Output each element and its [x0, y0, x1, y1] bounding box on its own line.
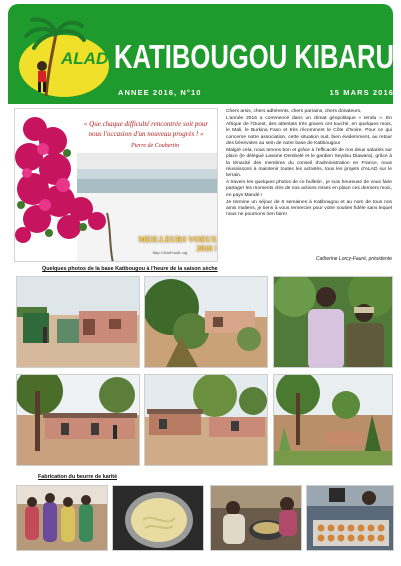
edition-label: ANNEE 2016, N°10	[118, 88, 202, 97]
two-men-portrait-photo	[273, 276, 393, 368]
card-url: http://alad-mali.org	[152, 250, 188, 255]
card-wishes: MEILLEURS VOEUX 2016 !	[138, 235, 217, 253]
editorial-paragraph: A travers les quelques photos de ce bulletin , je suis heureuse de vous faire partager les moments clés de nos actions mises en place ces derniers mois, en pays Mandé !	[226, 180, 392, 198]
base-houses-courtyard-photo	[144, 374, 268, 466]
alad-logo	[18, 16, 110, 102]
editorial-paragraph: Je termine un séjour de 6 semaines à Katibougou et au nom de tous nos amis maliens, je tiens à vous remercier pour votre soutien fidèle sans lequel nous ne pourrions rien faire!	[226, 199, 392, 218]
shea-butter-molds-photo	[306, 485, 394, 551]
base-gate-photo	[16, 276, 140, 368]
base-long-building-photo	[16, 374, 140, 466]
editorial-signature: Catherine Lorcy-Fauré, présidente	[315, 256, 392, 262]
base-photos-caption: Quelques photos de la base Katibougou à l'heure de la saison sèche	[42, 266, 218, 272]
women-group-photo	[16, 485, 108, 551]
editorial-paragraph: Chers amis, chers adhérents, chers parrains, chers donateurs,	[226, 109, 362, 114]
logo-text: ALAD	[61, 49, 109, 68]
base-building-trees-photo	[144, 276, 268, 368]
shea-butter-bowl-photo	[112, 485, 204, 551]
dateline	[118, 88, 394, 100]
issue-date: 15 MARS 2016	[329, 88, 394, 97]
greeting-card	[14, 108, 218, 262]
newsletter-title-text: KATIBOUGOU KIBARU	[114, 38, 394, 75]
butter-photos-caption: Fabrication du beurre de karité	[38, 474, 118, 480]
editorial-paragraph: Malgré cela, nous tenons bon et grâce à l'efficacité de nos deux salariés sur place (le délégué Lassine Dembelé et le gardien Seydou Diawara), grâce à la ténacité des membres du conseil d'administration en France, nous réussissons à maintenir toutes les activités, tous les projets d'ALAD sur le terrain.	[226, 147, 392, 179]
editorial-text	[226, 109, 392, 219]
card-quote: « Que chaque difficulté rencontrée soit pour nous l'occasion d'un nouveau progrès ! »	[83, 120, 209, 138]
cooking-shea-photo	[210, 485, 302, 551]
editorial-paragraph: L'année 2016 a commencé dans un climat géopolitique « tendu ». En Afrique de l'Ouest, des attentats très graves ont touché, en quelques mois, le Mali, le Burkina Faso et très récemment le Côte d'Ivoire. Pour ce qui concerne notre association, cette situation nuit, bien évidemment, au retour des bénévoles au sein de notre base de Katibougou!	[226, 115, 392, 147]
header-banner	[8, 4, 393, 104]
newsletter-title	[114, 30, 398, 78]
garden-trees-photo	[273, 374, 393, 466]
card-quote-author: Pierre de Coubertin	[130, 143, 180, 149]
